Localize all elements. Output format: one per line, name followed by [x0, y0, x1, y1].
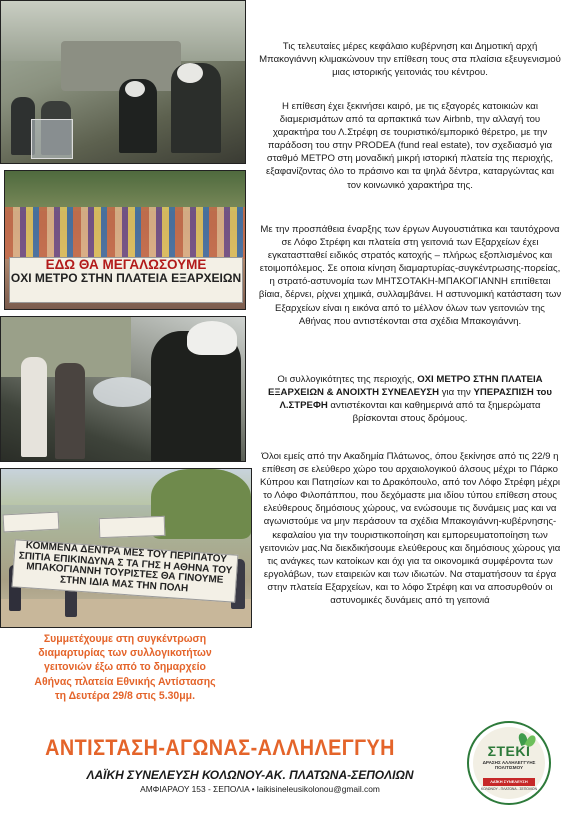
paragraph-text: Η επίθεση έχει ξεκινήσει καιρό, με τις εξαγορές κατοικιών και διαμερισμάτων από τα αρπακτικά των Airbnb, την αλλαγή του χαρακτήρα του Λ.Στρέφη σε τουριστικό/εμπορικό θέρετρο, με την παράδοση του στην PRODEA (fund real estate), τον σχεδιασμό για σταθμό ΜΕΤΡΟ στη μοναδική μικρή ιστορική πλατεία της περιοχής, εξαφανίζοντας όλο το πράσινο και τα ψηλά δέντρα, καταργώντας και τον κοινωνικό χαρακτήρα της. [266, 101, 554, 191]
paragraph-text: Τις τελευταίες μέρες κεφάλαιο κυβέρνηση και Δημοτική αρχή Μπακογιάννη κλιμακώνουν την επίθεση τους στα πλαίσια εξευγενισμού μιας ιστορικής γειτονιάς του κέντρου. [259, 41, 561, 79]
paragraph-text: Όλοι εμείς από την Ακαδημία Πλάτωνος, όπου ξεκίνησε από τις 22/9 η επίθεση σε ελεύθερο χώρο του αρχαιολογικού άλσους μέχρι το Πάρκο Κύπρου και Πατησίων και το Δρακόπουλο, από τον Λόφο Στρέφη μέχρι το Λόφο Φιλοπάππου, που δεχόμαστε μια ιδίου τύπου επίθεση στους ελεύθερους δημόσιους χώρους, να ενώσουμε τις δυνάμεις μας και να αγωνιστούμε να μην περάσουν τα σχέδια Μπακογιάννη-κυβέρνησης-κεφαλαίου για την τουριστικοποίηση και εμπορευματοποίηση των γειτονιών μας.Να διεκδικήσουμε ελεύθερους και δημόσιους χώρους για τις ανάγκες των κατοίκων και όχι για τα οικονομικά συμφέροντα των εργολάβων, των εταιρειών και των ιδιωτών. Να σταματήσουν τα έργα στην πλατεία Εξαρχείων, και το λόφο Στρέφη και να αποσυρθούν οι αστυνομικές δυνάμεις από τη γειτονιά [259, 451, 561, 607]
article-paragraph-2 [258, 100, 562, 192]
banner-small [3, 512, 60, 533]
steki-logo [467, 721, 551, 805]
text-span: αντιστέκονται και καθημερινά από τα ξημερώματα βρίσκονται στους δρόμους. [327, 400, 541, 425]
protester-figure [55, 363, 85, 459]
paragraph-text: Με την προσπάθεια έναρξης των έργων Αυγουστιάτικα και ταυτόχρονα σε Λόφο Στρέφη και πλατεία στη γειτονιά των Εξαρχείων έχει εγκαταστταθεί ειδικός στρατός κατοχής – πλήρως εξοπλισμένος και ετοιμοπόλεμος. Σε οποια κίνηση διαμαρτυρίας-συγκέντρωσης-πορείας, η στρατό-αστυνομία των ΜΗΤΣΟΤΑΚΗ-ΜΠΑΚΟΓΙΑΝΝΗ επιτίθεται βίαια, δέρνει, ρίχνει χημικά, συλλαμβάνει. Η αστυνομική κατάσταση των Εξαρχείων είναι η εικόνα από το μέλλον όλων των γειτονιών της Αθήνας που αντιστέκονται στα σχέδια Μπακογιάννη. [258, 224, 562, 327]
rally-line: διαμαρτυρίας των συλλογικοτήτων [38, 647, 212, 660]
photo-police-spraying [0, 316, 246, 462]
rally-line: Αθήνας πλατεία Εθνικής Αντίστασης [34, 675, 216, 688]
helmet [187, 321, 237, 355]
photo-riot-police [0, 0, 246, 164]
banner-trees: ΚΟΜΜΕΝΑ ΔΕΝΤΡΑ ΜΕΣ ΤΟΥ ΠΕΡΙΠΑΤΟΥ ΣΠΙΤΙΑ ΕΠΙΚΙΝΔΥΝΑ Σ ΤΑ ΓΗΣ Η ΑΘΗΝΑ ΤΟΥ ΜΠΑΚΟΓΙΑΝΝΗ ΤΟΥΡΙΣΤΕΣ ΘΑ ΓΙΝΟΥΜΕ ΣΤΗΝ ΙΔΙΑ ΜΑΣ ΤΗΝ ΠΟΛΗ [12, 539, 239, 603]
rally-line: τη Δευτέρα 29/8 στις 5.30μμ. [54, 689, 196, 702]
banner-line-1: ΕΔΩ ΘΑ ΜΕΓΑΛΩΣΟΥΜΕ [45, 257, 207, 272]
contact-address: ΑΜΦΙΑΡΑΟΥ 153 - ΣΕΠΟΛΙΑ • laikisineleusikolonou@gmail.com [140, 784, 380, 794]
helmet [177, 63, 203, 83]
article-paragraph-3 [258, 223, 562, 328]
logo-footer-text: ΚΟΛΩΝΟΥ - ΠΛΑΤΩΝΑ - ΣΕΠΟΛΙΩΝ [480, 787, 538, 791]
article-paragraph-5 [258, 450, 562, 607]
logo-band: ΛΑΪΚΗ ΣΥΝΕΛΕΥΣΗ [483, 778, 535, 786]
banner-metro [9, 257, 243, 303]
paragraph-text [258, 373, 562, 425]
photo-tree [151, 469, 251, 539]
collective-name-2: ΥΠΕΡΑΣΠΙΣΗ του Λ.ΣΤΡΕΦΗ [279, 387, 552, 412]
text-span: για την [439, 387, 474, 399]
logo-subtitle: ΔΡΑΣΗΣ ΑΛΛΗΛΕΓΓΥΗΣ ΠΟΛΙΤΙΣΜΟΥ [482, 760, 536, 771]
photo-protest-banners [0, 468, 252, 628]
assembly-name: ΛΑΪΚΗ ΣΥΝΕΛΕΥΣΗ ΚΟΛΩΝΟΥ-ΑΚ. ΠΛΑΤΩΝΑ-ΣΕΠΟΛΙΩΝ [86, 768, 414, 782]
article-paragraph-1 [258, 40, 562, 79]
photo-ground [1, 599, 252, 628]
banner-small [99, 516, 166, 538]
logo-title: ΣΤΕΚΙ [487, 743, 531, 759]
spray-cloud [93, 377, 153, 407]
article-paragraph-4 [258, 373, 562, 425]
collective-name-1: ΟΧΙ ΜΕΤΡΟ ΣΤΗΝ ΠΛΑΤΕΙΑ ΕΞΑΡΧΕΙΩΝ & ΑΝΟΙΧΤΗ ΣΥΝΕΛΕΥΣΗ [267, 374, 543, 399]
helmet [125, 81, 145, 97]
rally-line: Συμμετέχουμε στη συγκέντρωση [43, 633, 207, 645]
banner-line-2: ΟΧΙ ΜΕΤΡΟ ΣΤΗΝ ΠΛΑΤΕΙΑ ΕΞΑΡΧΕΙΩΝ [10, 271, 242, 286]
rally-announcement [12, 632, 238, 703]
rally-line: γειτονιών έξω από το δημαρχείο [44, 661, 206, 674]
crowd [5, 207, 246, 259]
photo-children-march [4, 170, 246, 310]
text-span: Οι συλλογικότητες της περιοχής, [277, 374, 418, 385]
protester-figure [21, 357, 47, 457]
shield [31, 119, 73, 159]
slogan-heading: ΑΝΤΙΣΤΑΣΗ-ΑΓΩΝΑΣ-ΑΛΛΗΛΕΓΓΥΗ [45, 735, 395, 760]
photo-trees [5, 171, 246, 211]
